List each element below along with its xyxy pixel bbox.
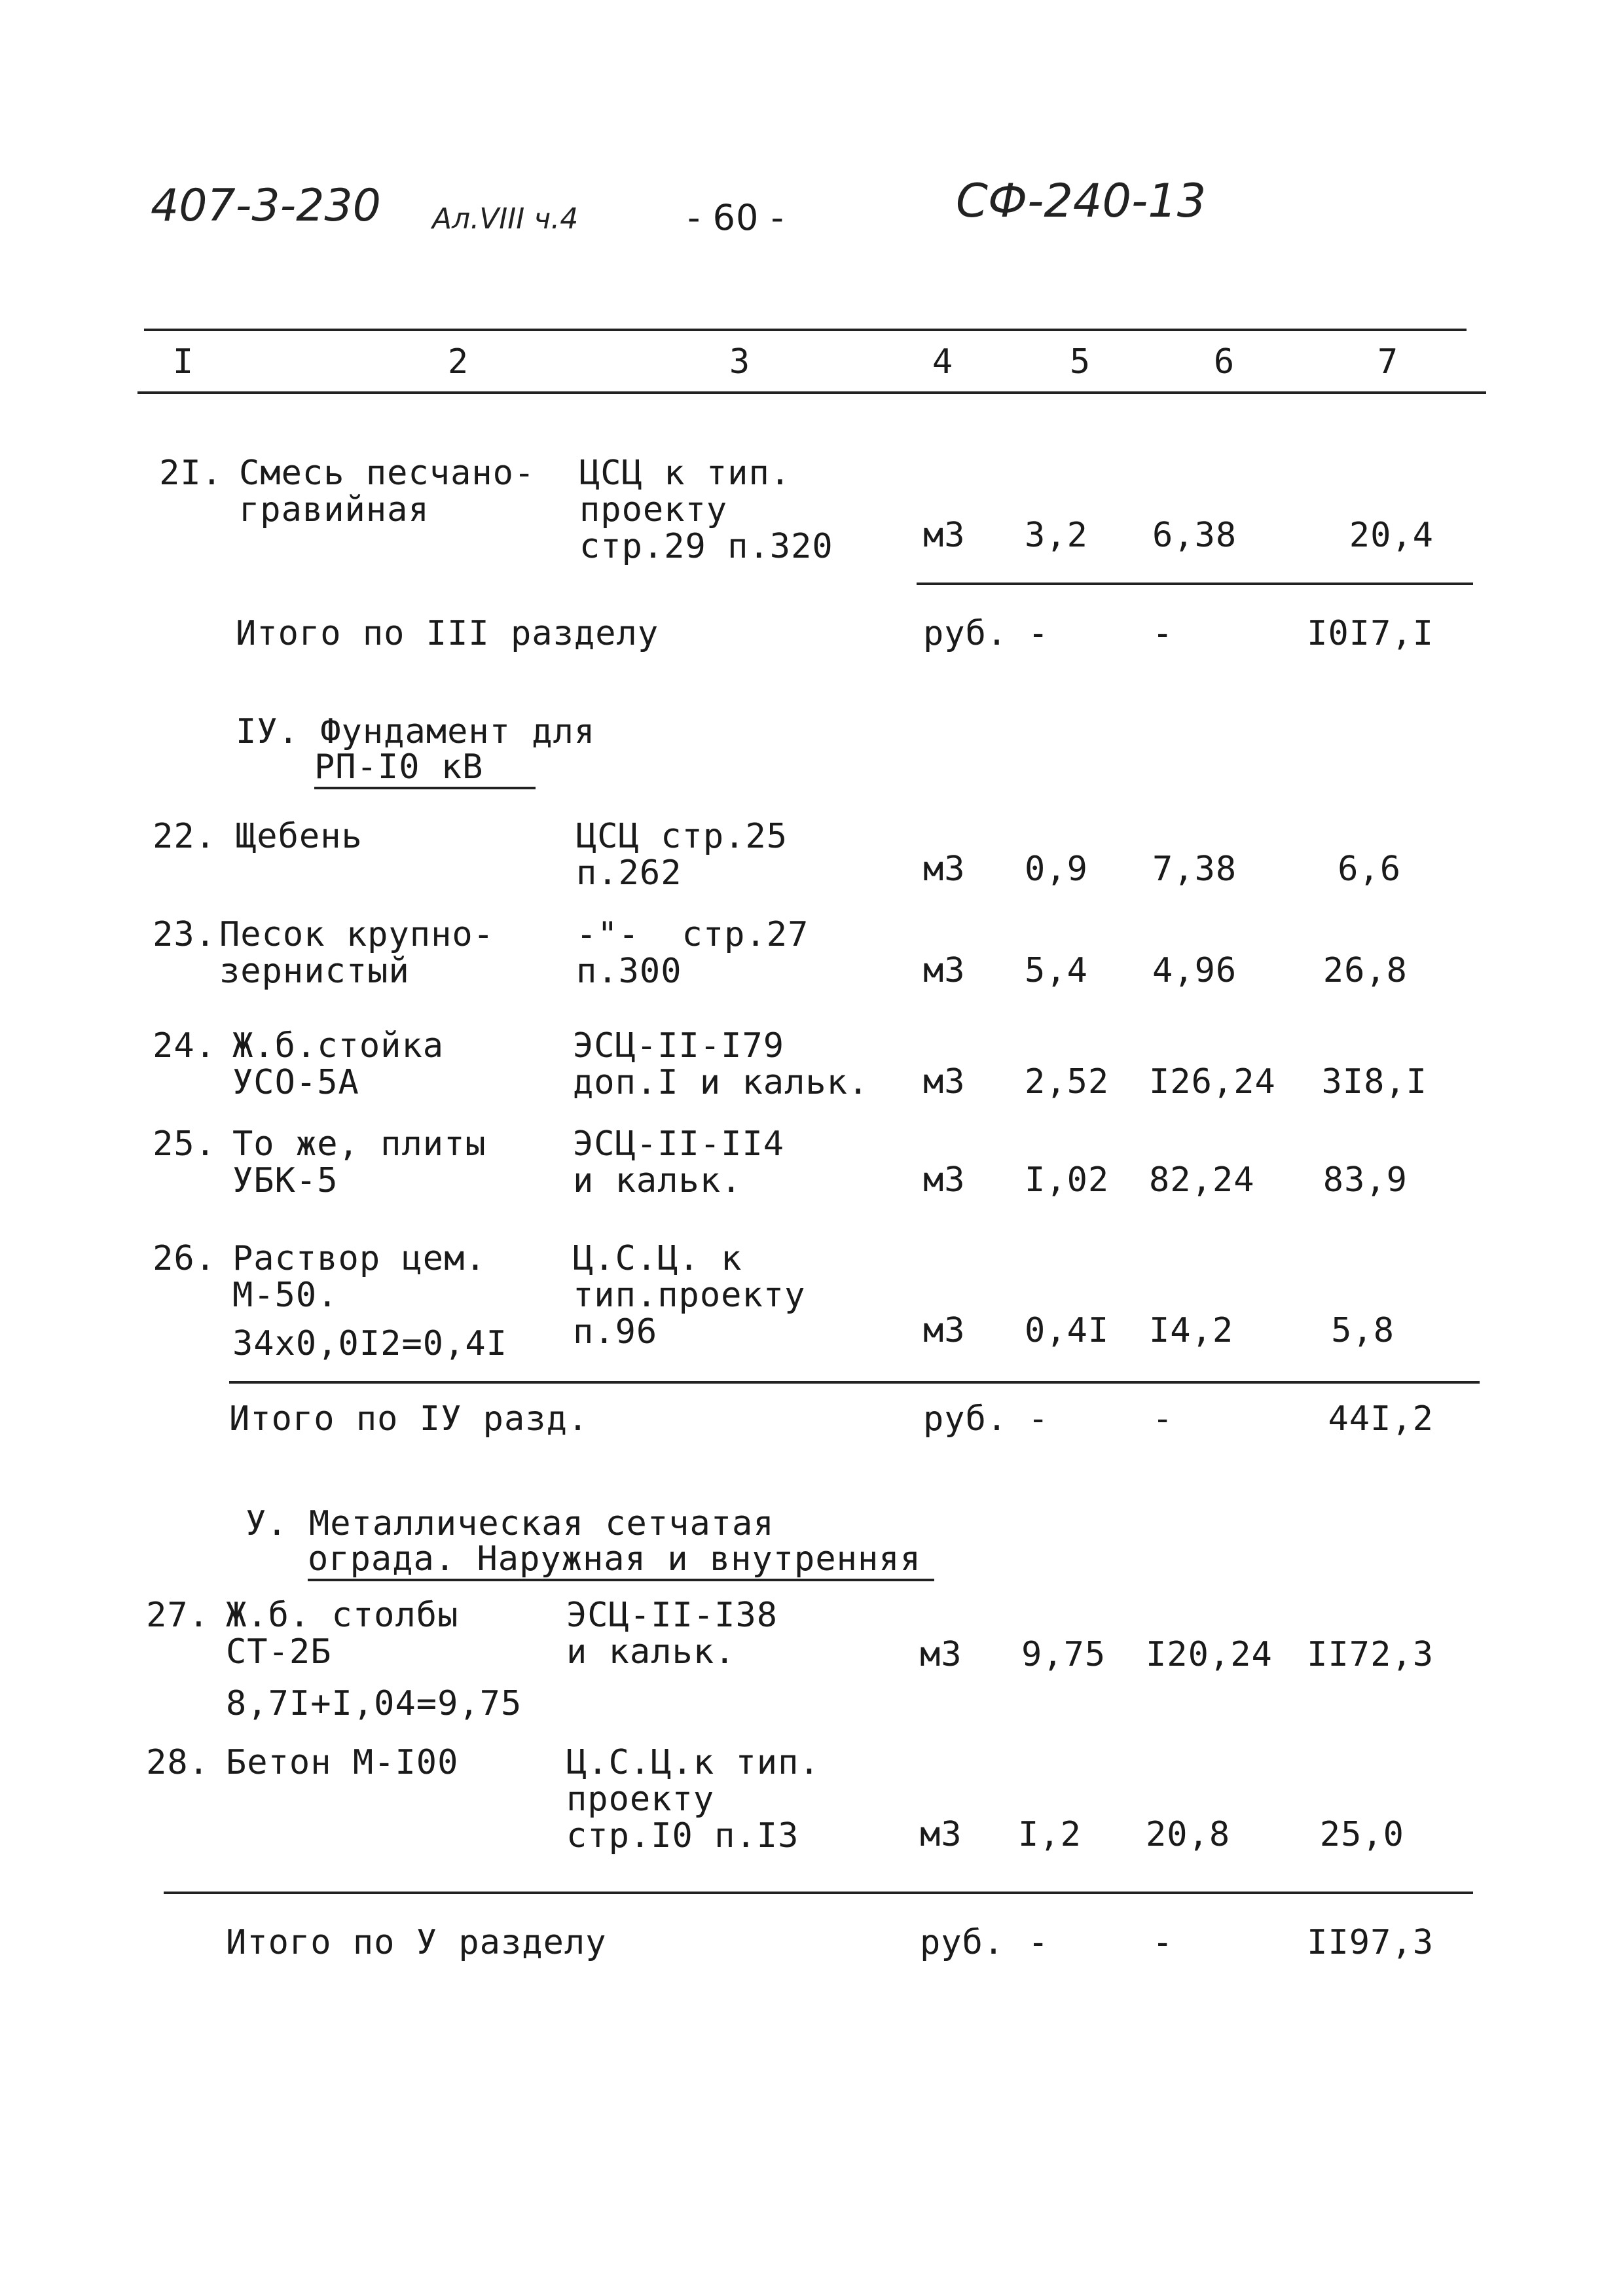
subtotal-qty: - xyxy=(1028,1399,1049,1439)
subtotal-total: 44I,2 xyxy=(1328,1399,1434,1439)
total-cost: 83,9 xyxy=(1322,1160,1408,1200)
row-number: 24. xyxy=(153,1026,216,1066)
subtotal-total: II97,3 xyxy=(1307,1923,1434,1962)
row-number: 25. xyxy=(153,1124,216,1164)
column-header-4: 4 xyxy=(932,342,954,382)
total-cost: 5,8 xyxy=(1331,1311,1395,1350)
subtotal-rule xyxy=(229,1381,1480,1384)
album-ref: Ал.VIII ч.4 xyxy=(432,202,579,236)
quantity: 2,52 xyxy=(1025,1062,1110,1102)
unit-price: 4,96 xyxy=(1152,951,1237,990)
quantity: 9,75 xyxy=(1021,1635,1106,1674)
row-number: 27. xyxy=(146,1596,210,1635)
unit-price: I26,24 xyxy=(1149,1062,1276,1102)
quantity: 0,4I xyxy=(1025,1311,1110,1350)
unit-price: 82,24 xyxy=(1149,1160,1255,1200)
item-name: Ж.б.стойка УСО-5А xyxy=(232,1026,445,1102)
section-heading: IУ. Фундамент для xyxy=(236,712,596,751)
unit-price: 6,38 xyxy=(1152,516,1237,555)
total-cost: 25,0 xyxy=(1319,1815,1404,1854)
price-source: -"- стр.27 п.300 xyxy=(576,915,809,991)
subtotal-total: I0I7,I xyxy=(1307,614,1434,653)
table-top-rule xyxy=(144,329,1467,331)
price-source: Ц.С.Ц. к тип.проекту п.96 xyxy=(573,1239,806,1352)
total-cost: 3I8,I xyxy=(1321,1062,1427,1102)
quantity: I,2 xyxy=(1018,1815,1082,1854)
column-header-2: 2 xyxy=(447,342,469,382)
subtotal-qty: - xyxy=(1028,614,1049,653)
quantity: 3,2 xyxy=(1025,516,1088,555)
price-source: ЦСЦ стр.25 п.262 xyxy=(576,817,788,893)
column-header-7: 7 xyxy=(1377,342,1399,382)
total-cost: II72,3 xyxy=(1307,1635,1434,1674)
section-heading-underlined: РП-I0 кВ xyxy=(314,749,536,789)
page-number: - 60 - xyxy=(687,197,785,238)
price-source: ЭСЦ-II-I79 доп.I и кальк. xyxy=(573,1026,869,1102)
row-number: 2I. xyxy=(159,454,223,493)
item-name: То же, плиты УБК-5 xyxy=(232,1124,486,1200)
unit: м3 xyxy=(923,1160,966,1200)
calculation: 8,7I+I,04=9,75 xyxy=(226,1684,522,1723)
column-header-6: 6 xyxy=(1213,342,1235,382)
unit: м3 xyxy=(923,951,966,990)
unit-price: 7,38 xyxy=(1152,850,1237,889)
column-header-5: 5 xyxy=(1069,342,1091,382)
subtotal-unit: руб. xyxy=(923,614,1008,653)
item-name: Песок крупно- зернистый xyxy=(219,915,494,991)
row-number: 22. xyxy=(153,817,216,856)
subtotal-unit: руб. xyxy=(920,1923,1005,1962)
unit: м3 xyxy=(923,850,966,889)
quantity: I,02 xyxy=(1025,1160,1110,1200)
unit: м3 xyxy=(923,1311,966,1350)
row-number: 23. xyxy=(153,915,216,954)
subtotal-label: Итого по III разделу xyxy=(236,614,659,653)
item-name: Бетон М-I00 xyxy=(226,1743,459,1782)
unit-price: I4,2 xyxy=(1149,1311,1234,1350)
unit: м3 xyxy=(923,1062,966,1102)
price-source: Ц.С.Ц.к тип. проекту стр.I0 п.I3 xyxy=(566,1743,820,1856)
subtotal-label: Итого по У разделу xyxy=(226,1923,607,1962)
total-cost: 6,6 xyxy=(1338,850,1401,889)
subtotal-price: - xyxy=(1152,614,1174,653)
row-number: 26. xyxy=(153,1239,216,1278)
unit: м3 xyxy=(920,1635,962,1674)
subtotal-price: - xyxy=(1152,1399,1174,1439)
unit-price: I20,24 xyxy=(1146,1635,1273,1674)
unit: м3 xyxy=(920,1815,962,1854)
section-heading-underlined: ограда. Наружная и внутренняя xyxy=(308,1541,934,1581)
table-header-rule xyxy=(137,391,1486,394)
price-source: ЭСЦ-II-II4 и кальк. xyxy=(573,1124,785,1200)
subtotal-price: - xyxy=(1152,1923,1174,1962)
item-name: Раствор цем. М-50. xyxy=(232,1239,486,1315)
calculation: 34х0,0I2=0,4I xyxy=(232,1324,507,1363)
subtotal-unit: руб. xyxy=(923,1399,1008,1439)
section-heading: У. Металлическая сетчатая xyxy=(246,1504,775,1543)
item-name: Смесь песчано- гравийная xyxy=(239,454,536,529)
total-cost: 20,4 xyxy=(1349,516,1434,555)
price-source: ЦСЦ к тип. проекту стр.29 п.320 xyxy=(579,454,833,566)
unit-price: 20,8 xyxy=(1146,1815,1231,1854)
quantity: 0,9 xyxy=(1025,850,1088,889)
total-cost: 26,8 xyxy=(1322,951,1408,990)
sheet-code: СФ-240-13 xyxy=(956,174,1207,228)
price-source: ЭСЦ-II-I38 и кальк. xyxy=(566,1596,778,1672)
subtotal-rule xyxy=(917,583,1473,585)
unit: м3 xyxy=(923,516,966,555)
subtotal-qty: - xyxy=(1028,1923,1049,1962)
subtotal-label: Итого по IУ разд. xyxy=(229,1399,589,1439)
column-header-1: I xyxy=(172,342,194,382)
column-header-3: 3 xyxy=(729,342,751,382)
quantity: 5,4 xyxy=(1025,951,1088,990)
item-name: Ж.б. столбы СТ-2Б xyxy=(226,1596,459,1672)
row-number: 28. xyxy=(146,1743,210,1782)
subtotal-rule xyxy=(164,1892,1473,1894)
item-name: Щебень xyxy=(236,817,363,856)
doc-code: 407-3-230 xyxy=(151,180,381,232)
